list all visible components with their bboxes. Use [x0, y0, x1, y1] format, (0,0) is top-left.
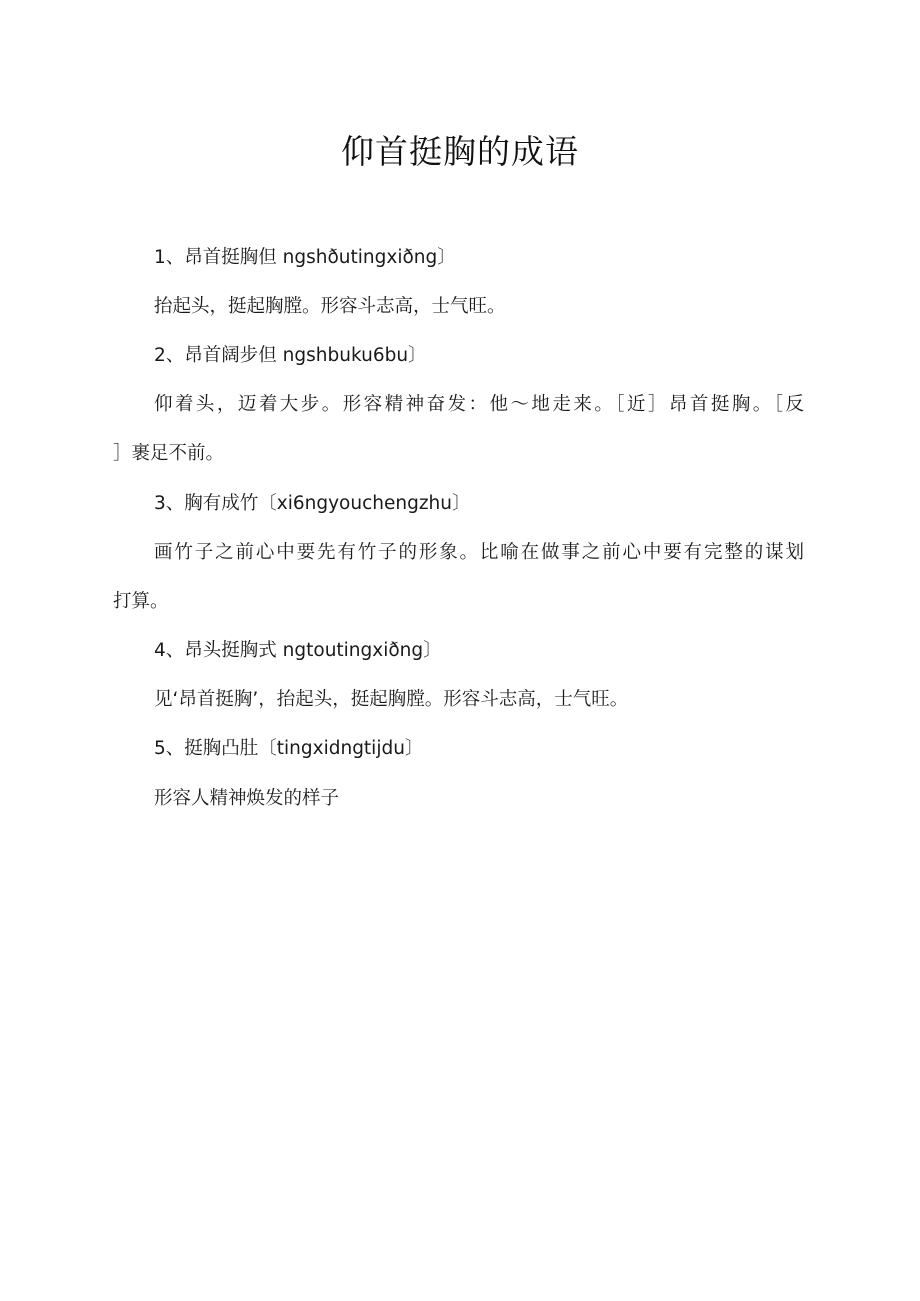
- entry-2-definition-line-2: ］裹足不前。: [113, 443, 225, 464]
- entry-4-definition: 见‘昂首挺胸’，抬起头，挺起胸膛。形容斗志高，士气旺。: [154, 689, 629, 710]
- entry-4-heading: 4、昂头挺胸式 ngtoutingxiðng〕: [154, 640, 442, 661]
- page-title: 仰首挺胸的成语: [341, 132, 579, 171]
- entry-3-heading: 3、胸有成竹〔xi6ngyouchengzhu〕: [154, 493, 471, 514]
- entry-5-heading: 5、挺胸凸肚〔tingxidngtijdu〕: [154, 738, 424, 759]
- entry-1-heading: 1、昂首挺胸但 ngshðutingxiðng〕: [154, 247, 456, 268]
- entry-3-definition-line-1: 画竹子之前心中要先有竹子的形象。比喻在做事之前心中要有完整的谋划: [154, 542, 804, 563]
- entry-5-definition: 形容人精神焕发的样子: [154, 788, 340, 809]
- entry-1-definition: 抬起头，挺起胸膛。形容斗志高，士气旺。: [154, 296, 506, 317]
- entry-2-definition-line-1: 仰着头，迈着大步。形容精神奋发：他～地走来。［近］昂首挺胸。［反: [154, 394, 804, 415]
- entry-3-definition-line-2: 打算。: [113, 591, 169, 612]
- entry-2-heading: 2、昂首阔步但 ngshbuku6bu〕: [154, 345, 427, 366]
